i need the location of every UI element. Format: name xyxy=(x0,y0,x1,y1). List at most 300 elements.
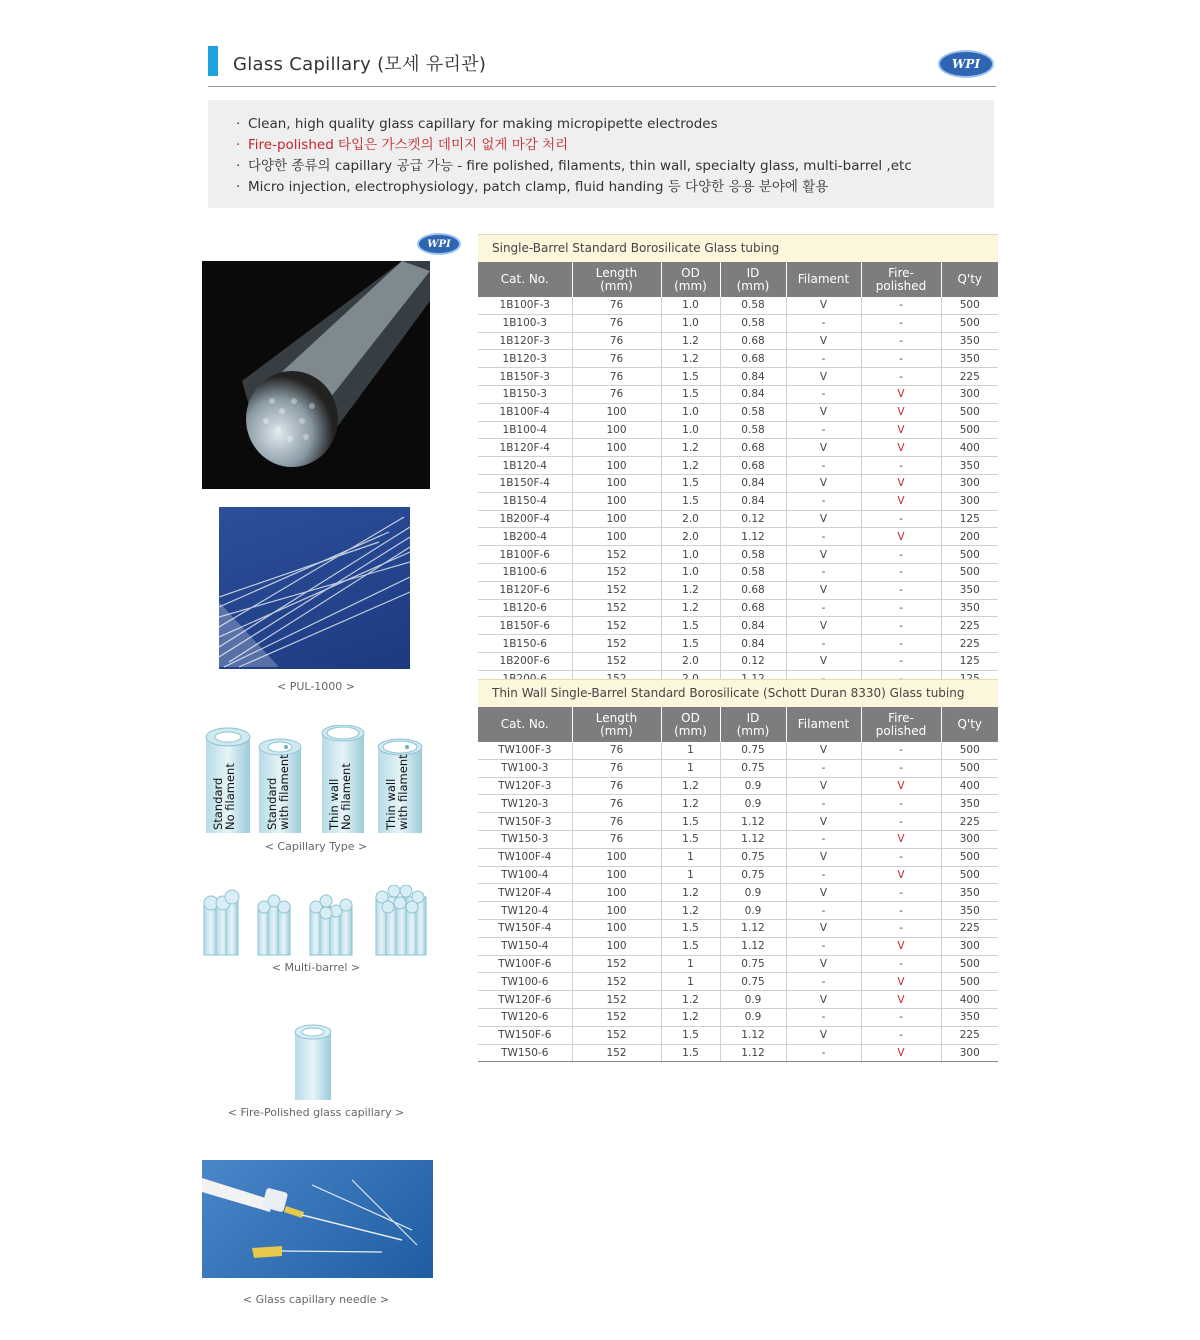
table-cell: 152 xyxy=(572,635,661,653)
table-row xyxy=(478,1008,998,1026)
table-cell: 1.5 xyxy=(661,813,720,831)
table-cell: 1.5 xyxy=(661,368,720,386)
table-cell: 350 xyxy=(941,1008,998,1026)
table-cell: 1.12 xyxy=(720,937,786,955)
table-cell: 0.84 xyxy=(720,385,786,403)
table-cell: - xyxy=(861,635,941,653)
table-cell: V xyxy=(786,403,861,421)
table-cell: 100 xyxy=(572,528,661,546)
feature-text: 다양한 종류의 capillary 공급 가능 - fire polished, filaments, thin wall, specialty glass, multi-barrel ,etc xyxy=(248,158,912,174)
table-cell: 100 xyxy=(572,937,661,955)
table-cell: TW150F-3 xyxy=(478,813,572,831)
table-row xyxy=(478,439,998,457)
table-cell: - xyxy=(786,421,861,439)
bullet-icon: · xyxy=(236,137,241,153)
table-row xyxy=(478,617,998,635)
table-cell: 100 xyxy=(572,457,661,475)
table-cell: 1.5 xyxy=(661,635,720,653)
type-label-4 xyxy=(385,754,409,830)
table-row xyxy=(478,991,998,1009)
table-row xyxy=(478,421,998,439)
single-barrel-table-section xyxy=(478,234,998,689)
table-cell: V xyxy=(861,474,941,492)
table-cell: V xyxy=(861,830,941,848)
table-cell: TW120F-4 xyxy=(478,884,572,902)
table-cell: 76 xyxy=(572,742,661,759)
table-cell: 500 xyxy=(941,973,998,991)
table-cell: - xyxy=(786,314,861,332)
type-label-3 xyxy=(328,763,352,830)
table-row xyxy=(478,635,998,653)
feature-text: Fire-polished 타입은 가스켓의 데미지 없게 마감 처리 xyxy=(248,137,569,153)
table1-header-cell: Fire- polished xyxy=(861,262,941,297)
table-cell: 500 xyxy=(941,955,998,973)
feature-item xyxy=(236,114,994,135)
table-cell: 300 xyxy=(941,1044,998,1062)
table-cell: 0.75 xyxy=(720,742,786,759)
table-cell: 1B120-4 xyxy=(478,457,572,475)
table-row xyxy=(478,368,998,386)
table-cell: TW120F-6 xyxy=(478,991,572,1009)
table-cell: - xyxy=(861,510,941,528)
table-cell: 350 xyxy=(941,332,998,350)
table-cell: 0.75 xyxy=(720,973,786,991)
table-row xyxy=(478,1026,998,1044)
table-cell: - xyxy=(786,973,861,991)
capillary-bundle-graphic xyxy=(202,261,430,489)
table-cell: 300 xyxy=(941,492,998,510)
table-cell: V xyxy=(786,955,861,973)
table-cell: V xyxy=(786,546,861,564)
table-cell: TW100-6 xyxy=(478,973,572,991)
table-cell: 100 xyxy=(572,902,661,920)
table-cell: - xyxy=(861,599,941,617)
table-cell: 0.58 xyxy=(720,421,786,439)
table-cell: 1.5 xyxy=(661,919,720,937)
table-cell: - xyxy=(861,1008,941,1026)
table2-header-cell: Fire- polished xyxy=(861,707,941,742)
table-cell: 100 xyxy=(572,919,661,937)
table-cell: V xyxy=(861,403,941,421)
table-cell: 1B100F-3 xyxy=(478,297,572,314)
table-cell: 500 xyxy=(941,563,998,581)
table-cell: 125 xyxy=(941,510,998,528)
table-cell: 1 xyxy=(661,742,720,759)
table-cell: 152 xyxy=(572,652,661,670)
table-cell: TW150-4 xyxy=(478,937,572,955)
table-cell: - xyxy=(861,332,941,350)
table-cell: - xyxy=(786,563,861,581)
table-cell: - xyxy=(861,617,941,635)
table-row xyxy=(478,937,998,955)
type-label-2-line1: Standard xyxy=(265,777,279,830)
glass-needle-graphic xyxy=(202,1160,433,1278)
table-cell: 300 xyxy=(941,474,998,492)
table-cell: 76 xyxy=(572,314,661,332)
table-cell: 125 xyxy=(941,652,998,670)
thin-wall-table xyxy=(478,707,998,1062)
table-row xyxy=(478,599,998,617)
table-row xyxy=(478,919,998,937)
table-cell: 1.5 xyxy=(661,617,720,635)
table-cell: 1.2 xyxy=(661,777,720,795)
table-cell: V xyxy=(786,332,861,350)
table1-header-row xyxy=(478,262,998,297)
table-cell: - xyxy=(786,759,861,777)
table-cell: 0.84 xyxy=(720,474,786,492)
table-cell: 1.2 xyxy=(661,1008,720,1026)
table-cell: 0.68 xyxy=(720,599,786,617)
table-cell: 76 xyxy=(572,759,661,777)
fire-polished-graphic xyxy=(292,1022,336,1100)
table-cell: TW100-3 xyxy=(478,759,572,777)
table-cell: - xyxy=(786,350,861,368)
table-cell: TW100F-3 xyxy=(478,742,572,759)
table-cell: V xyxy=(861,439,941,457)
feature-list-box xyxy=(208,100,994,208)
table2-header-cell: OD (mm) xyxy=(661,707,720,742)
table1-header-cell: ID (mm) xyxy=(720,262,786,297)
thin-wall-table-section xyxy=(478,679,998,1062)
table-cell: 0.75 xyxy=(720,848,786,866)
table-cell: V xyxy=(786,581,861,599)
table-cell: 100 xyxy=(572,403,661,421)
table-cell: 0.68 xyxy=(720,332,786,350)
table-cell: V xyxy=(786,884,861,902)
table-row xyxy=(478,385,998,403)
table-cell: TW120-4 xyxy=(478,902,572,920)
table-cell: - xyxy=(861,759,941,777)
table-row xyxy=(478,777,998,795)
table-cell: - xyxy=(861,902,941,920)
table-cell: 0.75 xyxy=(720,955,786,973)
table-row xyxy=(478,510,998,528)
table-cell: V xyxy=(786,777,861,795)
table-cell: 1B120F-4 xyxy=(478,439,572,457)
type-label-1-line2: No filament xyxy=(223,763,237,830)
table-row xyxy=(478,759,998,777)
table-cell: V xyxy=(786,617,861,635)
feature-item xyxy=(236,135,994,156)
table1-caption: Single-Barrel Standard Borosilicate Glass tubing xyxy=(478,234,998,262)
table-cell: 1B100-6 xyxy=(478,563,572,581)
table-cell: 1B200-4 xyxy=(478,528,572,546)
pul-rods-graphic xyxy=(219,507,410,669)
table-row xyxy=(478,742,998,759)
table-cell: - xyxy=(861,314,941,332)
table-cell: - xyxy=(786,1044,861,1062)
table-cell: 1.5 xyxy=(661,492,720,510)
table-cell: 1B120-6 xyxy=(478,599,572,617)
type-label-4-line2: with filament xyxy=(396,754,410,830)
table-cell: TW100F-6 xyxy=(478,955,572,973)
table-row xyxy=(478,332,998,350)
table-cell: 500 xyxy=(941,848,998,866)
table-cell: 1B120-3 xyxy=(478,350,572,368)
pul-1000-caption: < PUL-1000 > xyxy=(276,680,355,693)
table-cell: 225 xyxy=(941,919,998,937)
table-cell: 200 xyxy=(941,528,998,546)
table-cell: 1.5 xyxy=(661,385,720,403)
table-cell: TW150F-4 xyxy=(478,919,572,937)
table-cell: 350 xyxy=(941,350,998,368)
table-cell: 0.68 xyxy=(720,350,786,368)
table-cell: 350 xyxy=(941,902,998,920)
table-cell: - xyxy=(861,919,941,937)
table-cell: V xyxy=(861,937,941,955)
table-cell: 0.58 xyxy=(720,403,786,421)
table2-header-cell: Length (mm) xyxy=(572,707,661,742)
table-cell: 500 xyxy=(941,297,998,314)
table-cell: TW120F-3 xyxy=(478,777,572,795)
table-cell: - xyxy=(861,955,941,973)
table-cell: 0.9 xyxy=(720,1008,786,1026)
table-cell: 2.0 xyxy=(661,510,720,528)
table-row xyxy=(478,563,998,581)
table-cell: 0.9 xyxy=(720,777,786,795)
table-cell: 1B100-3 xyxy=(478,314,572,332)
table-cell: 1.2 xyxy=(661,350,720,368)
table-row xyxy=(478,403,998,421)
table-cell: V xyxy=(786,848,861,866)
table-cell: 1 xyxy=(661,955,720,973)
table-cell: 400 xyxy=(941,777,998,795)
table2-caption: Thin Wall Single-Barrel Standard Borosilicate (Schott Duran 8330) Glass tubing xyxy=(478,679,998,707)
table-cell: 1B200F-6 xyxy=(478,652,572,670)
table-cell: 0.9 xyxy=(720,991,786,1009)
table-cell: 1B120F-6 xyxy=(478,581,572,599)
type-label-2 xyxy=(266,754,290,830)
feature-item xyxy=(236,177,994,198)
table-cell: 1.5 xyxy=(661,830,720,848)
table-cell: 1.0 xyxy=(661,314,720,332)
table-cell: 350 xyxy=(941,581,998,599)
table-cell: - xyxy=(786,599,861,617)
table-cell: 0.58 xyxy=(720,563,786,581)
table-cell: 1.5 xyxy=(661,474,720,492)
table1-header-cell: Length (mm) xyxy=(572,262,661,297)
multi-barrel-caption: < Multi-barrel > xyxy=(271,961,361,974)
table-cell: - xyxy=(861,652,941,670)
table-cell: 1B100F-4 xyxy=(478,403,572,421)
table-row xyxy=(478,457,998,475)
table-cell: 225 xyxy=(941,635,998,653)
table-cell: V xyxy=(786,1026,861,1044)
table-cell: 1.12 xyxy=(720,919,786,937)
table-cell: 76 xyxy=(572,777,661,795)
table-cell: 1.2 xyxy=(661,332,720,350)
table-cell: 300 xyxy=(941,385,998,403)
table-cell: V xyxy=(786,991,861,1009)
feature-list xyxy=(208,100,994,198)
table-cell: - xyxy=(861,368,941,386)
table2-header-cell: ID (mm) xyxy=(720,707,786,742)
table-row xyxy=(478,581,998,599)
bullet-icon: · xyxy=(236,179,241,195)
glass-needle-photo xyxy=(202,1160,433,1278)
type-label-3-line2: No filament xyxy=(339,763,353,830)
table-cell: TW100F-4 xyxy=(478,848,572,866)
table-cell: V xyxy=(861,973,941,991)
table-cell: V xyxy=(786,297,861,314)
type-label-2-line2: with filament xyxy=(277,754,291,830)
table-cell: 1.0 xyxy=(661,546,720,564)
table-cell: V xyxy=(861,866,941,884)
table1-header-cell: OD (mm) xyxy=(661,262,720,297)
table-cell: 350 xyxy=(941,884,998,902)
table-cell: 0.58 xyxy=(720,546,786,564)
table-row xyxy=(478,902,998,920)
table-cell: 152 xyxy=(572,617,661,635)
table-cell: 350 xyxy=(941,795,998,813)
table-cell: 1.2 xyxy=(661,599,720,617)
table-cell: 152 xyxy=(572,581,661,599)
table-cell: 0.75 xyxy=(720,759,786,777)
table-row xyxy=(478,492,998,510)
table-row xyxy=(478,314,998,332)
table-cell: - xyxy=(861,848,941,866)
table-cell: 1.12 xyxy=(720,813,786,831)
table-row xyxy=(478,848,998,866)
table-cell: - xyxy=(786,1008,861,1026)
table-cell: 1.12 xyxy=(720,1044,786,1062)
table-cell: V xyxy=(861,777,941,795)
table-cell: 1.12 xyxy=(720,1026,786,1044)
table-cell: 1.0 xyxy=(661,563,720,581)
table-cell: V xyxy=(786,510,861,528)
table2-header-cell: Q'ty xyxy=(941,707,998,742)
table-cell: - xyxy=(786,385,861,403)
table-cell: 1 xyxy=(661,759,720,777)
table-cell: 76 xyxy=(572,350,661,368)
table-cell: 0.68 xyxy=(720,581,786,599)
capillary-type-caption: < Capillary Type > xyxy=(264,840,368,853)
table-cell: 1.2 xyxy=(661,457,720,475)
feature-item xyxy=(236,156,994,177)
table-cell: 400 xyxy=(941,991,998,1009)
table-cell: 0.9 xyxy=(720,902,786,920)
table-cell: - xyxy=(861,581,941,599)
table-cell: 100 xyxy=(572,866,661,884)
table-cell: - xyxy=(861,1026,941,1044)
feature-text: Micro injection, electrophysiology, patch clamp, fluid handing 등 다양한 응용 분야에 활용 xyxy=(248,179,829,195)
capillary-type-illustration xyxy=(202,725,430,833)
table-cell: 500 xyxy=(941,742,998,759)
table-cell: - xyxy=(861,563,941,581)
table-cell: 1 xyxy=(661,973,720,991)
table-cell: - xyxy=(861,297,941,314)
table-cell: V xyxy=(786,919,861,937)
table-row xyxy=(478,350,998,368)
table-cell: TW120-3 xyxy=(478,795,572,813)
table-cell: 152 xyxy=(572,599,661,617)
table-cell: - xyxy=(786,795,861,813)
table-cell: 500 xyxy=(941,759,998,777)
table-cell: - xyxy=(861,350,941,368)
table-cell: 225 xyxy=(941,368,998,386)
pul-1000-photo xyxy=(219,507,410,669)
table-cell: 1B150-3 xyxy=(478,385,572,403)
single-barrel-table xyxy=(478,262,998,689)
wpi-logo: WPI xyxy=(938,50,994,78)
table-cell: 152 xyxy=(572,546,661,564)
table-cell: 1.0 xyxy=(661,421,720,439)
table1-body xyxy=(478,297,998,688)
table-cell: TW150-6 xyxy=(478,1044,572,1062)
table-cell: - xyxy=(786,866,861,884)
table-cell: 0.12 xyxy=(720,652,786,670)
table-cell: 1.5 xyxy=(661,1044,720,1062)
table-cell: 1.2 xyxy=(661,795,720,813)
table-cell: TW120-6 xyxy=(478,1008,572,1026)
table-cell: 300 xyxy=(941,830,998,848)
table-cell: 76 xyxy=(572,297,661,314)
table-cell: V xyxy=(786,368,861,386)
fire-polished-illustration xyxy=(292,1022,336,1100)
table-row xyxy=(478,652,998,670)
table-cell: - xyxy=(786,830,861,848)
table-cell: 1B150F-6 xyxy=(478,617,572,635)
table-cell: 100 xyxy=(572,884,661,902)
table-row xyxy=(478,830,998,848)
table-cell: 350 xyxy=(941,599,998,617)
table-cell: 100 xyxy=(572,510,661,528)
table-cell: 300 xyxy=(941,937,998,955)
table-cell: 0.58 xyxy=(720,314,786,332)
table-cell: 1.5 xyxy=(661,1026,720,1044)
table-row xyxy=(478,866,998,884)
table-cell: V xyxy=(786,439,861,457)
table-cell: - xyxy=(861,546,941,564)
table-cell: 225 xyxy=(941,1026,998,1044)
table-cell: 400 xyxy=(941,439,998,457)
table-cell: V xyxy=(861,528,941,546)
table-cell: 76 xyxy=(572,830,661,848)
glass-needle-caption: < Glass capillary needle > xyxy=(242,1293,390,1306)
table-cell: 152 xyxy=(572,1008,661,1026)
table-cell: 0.9 xyxy=(720,795,786,813)
table-cell: - xyxy=(786,492,861,510)
table-cell: - xyxy=(861,795,941,813)
table-row xyxy=(478,546,998,564)
bullet-icon: · xyxy=(236,116,241,132)
table-cell: 1.0 xyxy=(661,403,720,421)
table-cell: 0.9 xyxy=(720,884,786,902)
table-cell: 1 xyxy=(661,866,720,884)
table-cell: 2.0 xyxy=(661,652,720,670)
table-row xyxy=(478,813,998,831)
table-cell: 152 xyxy=(572,973,661,991)
table-cell: 152 xyxy=(572,563,661,581)
table-cell: 1B150F-4 xyxy=(478,474,572,492)
table-cell: - xyxy=(861,742,941,759)
table2-header-cell: Filament xyxy=(786,707,861,742)
table-cell: 152 xyxy=(572,1044,661,1062)
table-cell: 1.5 xyxy=(661,937,720,955)
multi-barrel-graphic xyxy=(202,885,430,957)
table-cell: - xyxy=(786,902,861,920)
table-cell: 0.84 xyxy=(720,617,786,635)
table-row xyxy=(478,795,998,813)
table-row xyxy=(478,528,998,546)
table-cell: - xyxy=(786,457,861,475)
table-cell: 100 xyxy=(572,439,661,457)
table-cell: 152 xyxy=(572,1026,661,1044)
table-cell: V xyxy=(861,991,941,1009)
table1-header-cell: Cat. No. xyxy=(478,262,572,297)
table-cell: 1 xyxy=(661,848,720,866)
table-cell: 0.84 xyxy=(720,368,786,386)
